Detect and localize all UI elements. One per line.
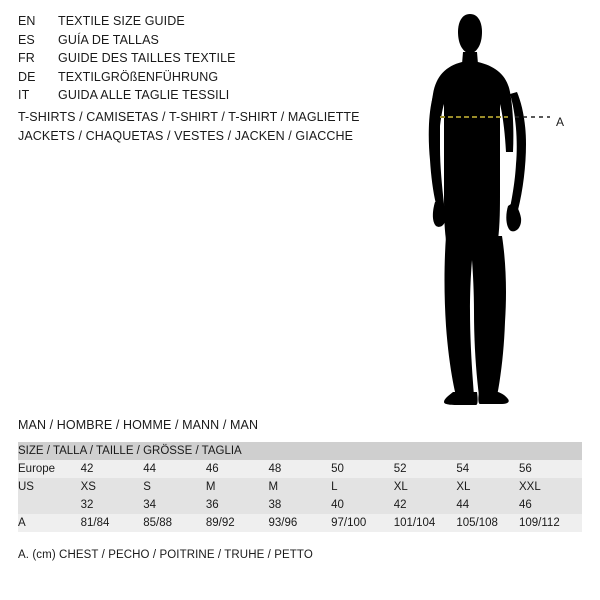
table-cell: XXL	[519, 478, 582, 496]
category-jackets: JACKETS / CHAQUETAS / VESTES / JACKEN / GIACCHE	[18, 129, 354, 143]
language-text: GUÍA DE TALLAS	[58, 32, 159, 47]
language-text: TEXTILGRÖßENFÜHRUNG	[58, 69, 219, 84]
measurement-legend: A. (cm) CHEST / PECHO / POITRINE / TRUHE / PETTO	[18, 549, 313, 561]
table-cell: 56	[519, 460, 582, 478]
table-cell: M	[269, 478, 332, 496]
table-cell: 34	[143, 496, 206, 514]
language-row-it	[18, 88, 368, 107]
category-tshirts: T-SHIRTS / CAMISETAS / T-SHIRT / T-SHIRT / MAGLIETTE	[18, 110, 360, 124]
table-cell: 50	[331, 460, 394, 478]
table-cell: XL	[456, 478, 519, 496]
table-cell: 44	[143, 460, 206, 478]
table-cell: S	[143, 478, 206, 496]
measure-label-a: A	[556, 115, 565, 129]
table-cell: 85/88	[143, 514, 206, 532]
language-text: GUIDA ALLE TAGLIE TESSILI	[58, 88, 230, 102]
table-cell: 52	[394, 460, 457, 478]
table-cell: 42	[81, 460, 144, 478]
row-label	[18, 496, 81, 514]
table-cell: XS	[81, 478, 144, 496]
table-cell: 48	[269, 460, 332, 478]
table-cell: M	[206, 478, 269, 496]
row-label: Europe	[18, 460, 81, 478]
table-cell: 101/104	[394, 514, 457, 532]
table-cell: 89/92	[206, 514, 269, 532]
gender-heading: MAN / HOMBRE / HOMME / MANN / MAN	[18, 418, 259, 432]
table-row	[18, 514, 582, 532]
table-cell: 44	[456, 496, 519, 514]
table-cell: 93/96	[269, 514, 332, 532]
language-row-fr	[18, 51, 368, 70]
table-cell: 46	[206, 460, 269, 478]
language-row-de	[18, 70, 368, 89]
table-cell: 38	[269, 496, 332, 514]
language-list	[18, 14, 368, 107]
silhouette-svg	[400, 10, 590, 410]
row-label: US	[18, 478, 81, 496]
language-text: TEXTILE SIZE GUIDE	[58, 14, 185, 28]
language-code: FR	[18, 51, 35, 65]
language-row-en	[18, 14, 368, 33]
male-silhouette-figure	[400, 10, 590, 410]
language-code: IT	[18, 88, 30, 102]
table-cell: 46	[519, 496, 582, 514]
table-cell: 97/100	[331, 514, 394, 532]
language-code: DE	[18, 69, 36, 84]
table-row	[18, 460, 582, 478]
table-cell: 54	[456, 460, 519, 478]
table-cell: 105/108	[456, 514, 519, 532]
table-cell: L	[331, 478, 394, 496]
table-row	[18, 496, 582, 514]
table-cell: 40	[331, 496, 394, 514]
garment-category-list	[18, 110, 418, 148]
language-code: ES	[18, 32, 35, 47]
row-label: A	[18, 514, 81, 532]
language-code: EN	[18, 14, 36, 28]
language-row-es	[18, 33, 368, 52]
table-cell: 109/112	[519, 514, 582, 532]
table-cell: XL	[394, 478, 457, 496]
table-cell: 36	[206, 496, 269, 514]
table-cell: 42	[394, 496, 457, 514]
table-row	[18, 478, 582, 496]
table-cell: 32	[81, 496, 144, 514]
size-table	[18, 442, 582, 532]
table-header-row	[18, 442, 582, 460]
table-header-label: SIZE / TALLA / TAILLE / GRÖSSE / TAGLIA	[18, 442, 582, 460]
table-cell: 81/84	[81, 514, 144, 532]
language-text: GUIDE DES TAILLES TEXTILE	[58, 51, 236, 65]
